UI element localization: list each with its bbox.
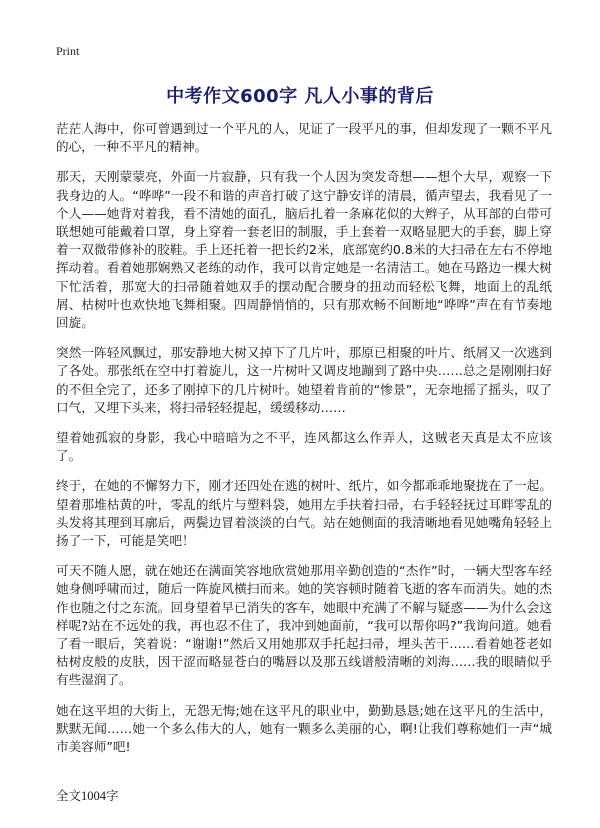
article-body — [56, 120, 552, 768]
paragraph-4: 望着她孤寂的身影，我心中暗暗为之不平，连风都这么作弄人，这贼老天真是太不应该了。 — [56, 430, 552, 464]
paragraph-6: 可天不随人愿，就在她还在满面笑容地欣赏她那用辛勤创造的“杰作”时，一辆大型客车经她身侧呼啸而过，随后一阵旋风横扫而来。她的笑容顿时随着飞逝的客车而消失。她的杰作也随之付之东流。回身望着早已消失的客车，她眼中充满了不解与疑惑——为什么会这样呢?站在不远处的我，再也忍不住了，我冲到她面前，“我可以帮你吗?”我询问道。她看了看一眼后，笑着说：“谢谢!”然后又用她那双手托起扫帚，埋头苦干……看着她苍老如枯树皮般的皮肤，因干涩而略显苍白的嘴唇以及那五线谱般清晰的刘海……我的眼睛似乎有些湿润了。 — [56, 563, 552, 688]
paragraph-1: 茫茫人海中，你可曾遇到过一个平凡的人，见证了一段平凡的事，但却发现了一颗不平凡的心，一种不平凡的精神。 — [56, 121, 552, 155]
paragraph-5: 终于，在她的不懈努力下，刚才还四处在逃的树叶、纸片，如今都乖乖地聚拢在了一起。望着那堆枯黄的叶，零乱的纸片与塑料袋，她用左手扶着扫帚，右手轻轻抚过耳畔零乱的头发将其理到耳廓后，两鬓边冒着淡淡的白气。站在她侧面的我清晰地看见她嘴角轻轻上扬了一下，可能是笑吧！ — [56, 478, 552, 549]
word-count: 全文1004字 — [56, 789, 119, 803]
paragraph-3: 突然一阵轻风飘过，那安静地大树又掉下了几片叶，那原已相聚的叶片、纸屑又一次逃到了各处。那张纸在空中打着旋儿，这一片树叶又调皮地蹦到了路中央……总之是刚刚扫好的不但全完了，还多了刚掉下的几片树叶。她望着肯前的“惨景”，无奈地摇了摇头，叹了口气，又埋下头来，将扫帚轻轻提起，缓缓移动…… — [56, 345, 552, 415]
paragraph-7: 她在这平坦的大街上，无怨无悔;她在这平凡的职业中，勤勤恳恳;她在这平凡的生活中，默默无闻……她一个多么伟大的人，她有一颗多么美丽的心，啊!让我们尊称她们一声“城市美容师”吧! — [56, 702, 552, 755]
print-link[interactable]: Print — [56, 44, 80, 58]
paragraph-2: 那天，天刚蒙蒙亮，外面一片寂静，只有我一个人因为突发奇想——想个大早，观察一下我身边的人。“哗哗”一段不和谐的声音打破了这宁静安详的清晨，循声望去，我看见了一个人——她背对着我，看不清她的面孔，脑后扎着一条麻花似的大辫子，从耳部的白带可联想她可能戴着口罩，身上穿着一套老旧的制服，手上套着一双略显肥大的手套，脚上穿着一双微带修补的胶鞋。手上还托着一把长约2米，底部宽约0.8米的大扫帚在左右不停地挥动着。看着她那娴熟又老练的动作，我可以肯定她是一名清洁工。她在马路边一棵大树下忙活着，那宽大的扫帚随着她双手的摆动配合腰身的扭动而轻松飞舞，地面上的乱纸屑、枯树叶也欢快地飞舞相聚。四周静悄悄的，只有那欢畅不间断地“哗哗”声在有节奏地回旋。 — [56, 169, 552, 331]
page-title: 中考作文600字 凡人小事的背后 — [166, 86, 434, 107]
